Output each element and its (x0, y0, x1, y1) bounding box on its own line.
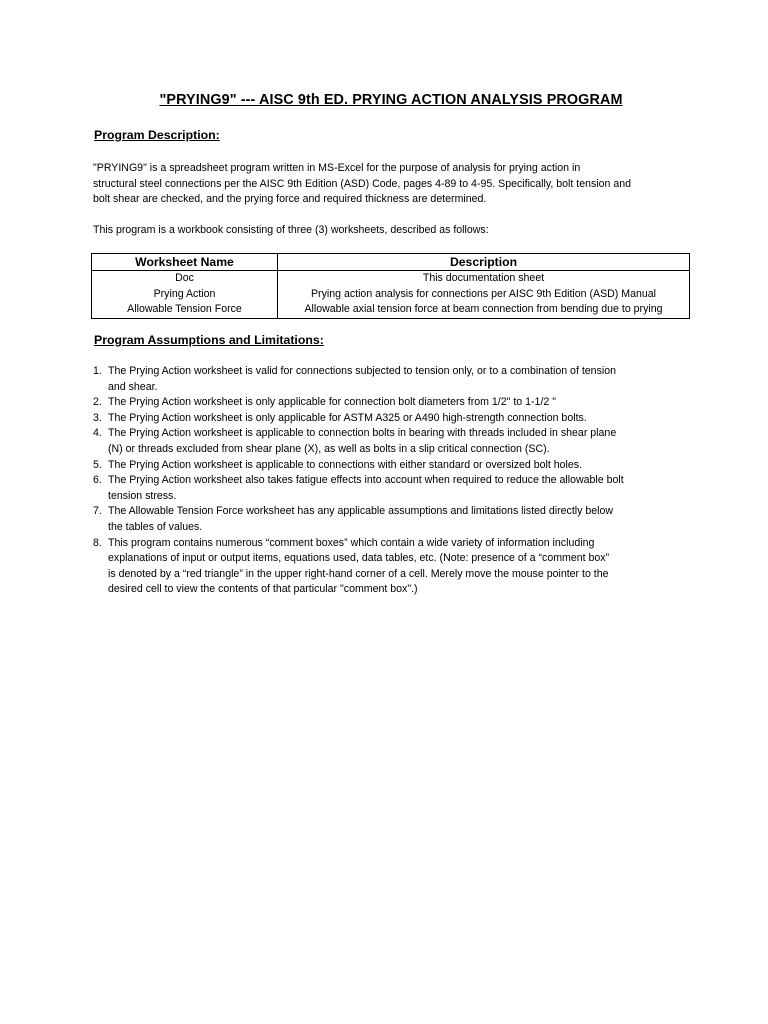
list-item-line: The Prying Action worksheet is applicable to connections with either standard or oversized bolt holes. (108, 458, 583, 471)
list-item (93, 364, 693, 395)
list-item-number: 2. (93, 396, 102, 409)
list-item-line: explanations of input or output items, equations used, data tables, etc. (Note: presence of a “comment box” (108, 552, 610, 565)
page-title: "PRYING9" --- AISC 9th ED. PRYING ACTION ANALYSIS PROGRAM (159, 92, 623, 108)
column-header-worksheet-name: Worksheet Name (92, 254, 278, 271)
list-item-line: This program contains numerous “comment boxes” which contain a wide variety of information including (108, 536, 595, 549)
list-item-line: The Prying Action worksheet is only applicable for ASTM A325 or A490 high-strength connection bolts. (108, 411, 587, 424)
list-item-line: The Prying Action worksheet is valid for connections subjected to tension only, or to a combination of tension (108, 365, 616, 377)
column-header-description: Description (278, 254, 690, 271)
worksheet-name-cell: Doc (92, 271, 278, 287)
list-item-number: 5. (93, 458, 102, 471)
table-row (92, 271, 690, 287)
program-description-paragraph (93, 161, 693, 208)
list-item-line: and shear. (108, 380, 158, 393)
program-description-heading: Program Description: (94, 128, 220, 142)
worksheet-description-cell: Prying action analysis for connections per AISC 9th Edition (ASD) Manual (310, 287, 657, 300)
list-item (93, 504, 693, 535)
list-item-line: The Allowable Tension Force worksheet has any applicable assumptions and limitations listed directly below (108, 505, 614, 518)
list-item-line: The Prying Action worksheet is applicable to connection bolts in bearing with threads included in shear plane (108, 427, 617, 440)
list-item-number: 3. (93, 411, 102, 424)
list-item (93, 411, 693, 427)
list-item-number: 1. (93, 365, 102, 377)
list-item-line: the tables of values. (108, 520, 203, 533)
list-item-number: 7. (93, 505, 102, 518)
list-item-number: 8. (93, 536, 102, 549)
list-item-line: is denoted by a “red triangle” in the upper right-hand corner of a cell. Merely move the mouse pointer to the (108, 567, 609, 580)
worksheet-description-cell: Allowable axial tension force at beam connection from bending due to prying (304, 303, 663, 315)
list-item-line: The Prying Action worksheet also takes fatigue effects into account when required to reduce the allowable bolt (108, 474, 624, 487)
worksheet-description-cell: This documentation sheet (422, 272, 545, 284)
list-item-line: desired cell to view the contents of that particular "comment box".) (108, 583, 418, 596)
paragraph-line: structural steel connections per the AISC 9th Edition (ASD) Code, pages 4-89 to 4-95. Specifically, bolt tension and (93, 177, 632, 190)
table-header-row (92, 254, 690, 271)
table-row (92, 302, 690, 318)
worksheet-name-cell: Allowable Tension Force (92, 302, 278, 318)
paragraph-line: "PRYING9" is a spreadsheet program written in MS-Excel for the purpose of analysis for prying action in (93, 162, 581, 174)
paragraph-line: bolt shear are checked, and the prying force and required thickness are determined. (93, 193, 487, 205)
list-item (93, 473, 693, 504)
workbook-intro: This program is a workbook consisting of three (3) worksheets, described as follows: (93, 224, 489, 236)
list-item (93, 426, 693, 457)
list-item-number: 4. (93, 427, 102, 440)
table-row (92, 287, 690, 303)
list-item-line: tension stress. (108, 489, 177, 502)
assumptions-list (93, 364, 693, 598)
list-item-line: The Prying Action worksheet is only applicable for connection bolt diameters from 1/2" to 1-1/2 " (108, 396, 556, 409)
worksheets-table (91, 253, 690, 319)
list-item-number: 6. (93, 474, 102, 487)
worksheet-name-cell: Prying Action (92, 287, 278, 303)
list-item (93, 536, 693, 598)
list-item (93, 458, 693, 474)
assumptions-heading: Program Assumptions and Limitations: (94, 333, 324, 347)
list-item-line: (N) or threads excluded from shear plane (X), as well as bolts in a slip critical connection (SC). (108, 442, 550, 455)
list-item (93, 395, 693, 411)
